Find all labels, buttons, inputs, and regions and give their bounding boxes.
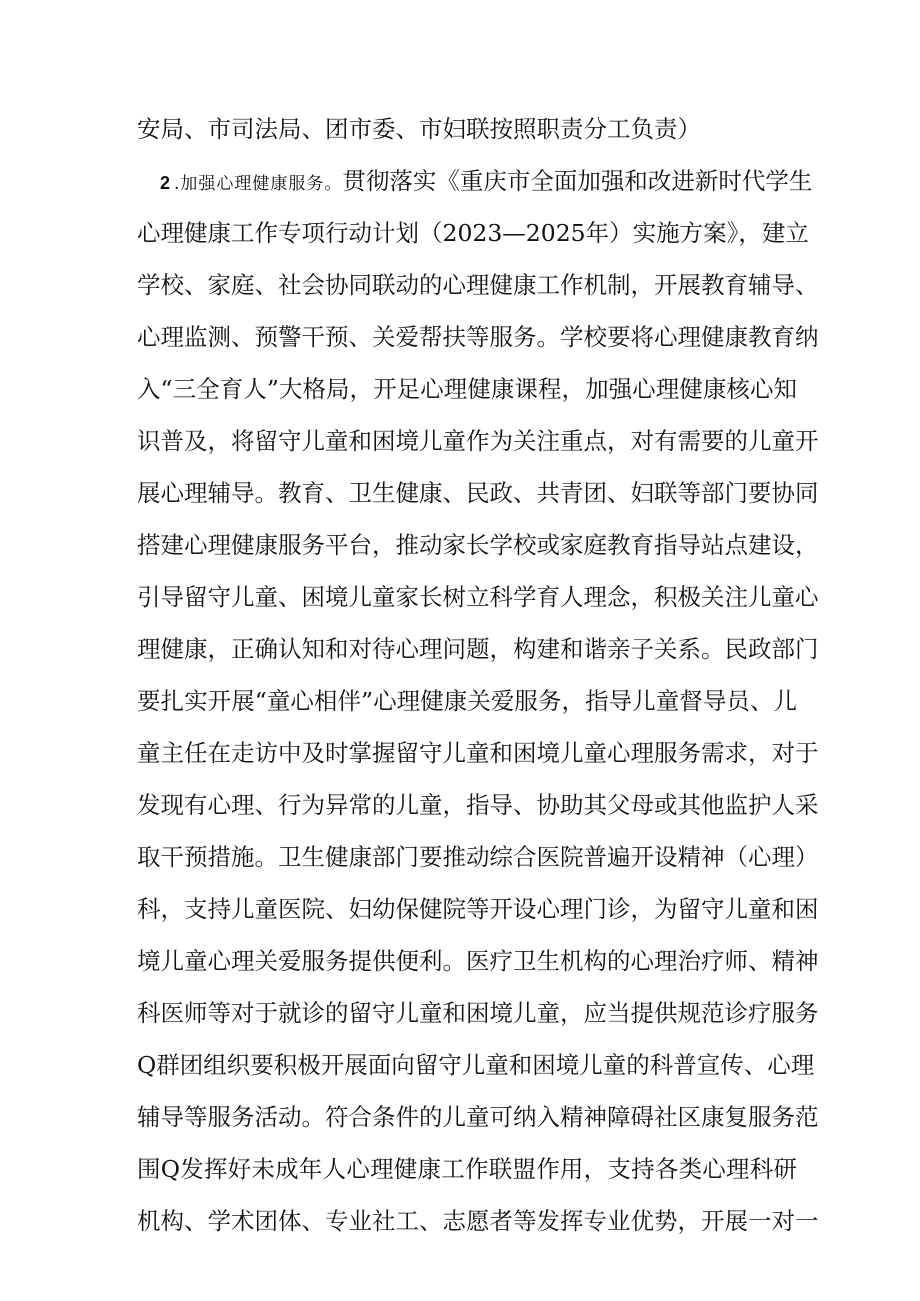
text-line: 学校、家庭、社会协同联动的心理健康工作机制，开展教育辅导、 bbox=[137, 271, 819, 299]
section-number: 2 bbox=[160, 173, 171, 193]
section-lead-text: 贯彻落实《重庆市全面加强和改进新时代学生 bbox=[342, 167, 813, 195]
text-line: 理健康，正确认知和对待心理问题，构建和谐亲子关系。民政部门 bbox=[137, 635, 819, 663]
section-title: .加强心理健康服务。 bbox=[174, 174, 343, 194]
text-line: 童主任在走访中及时掌握留守儿童和困境儿童心理服务需求，对于 bbox=[137, 739, 819, 767]
text-line: 围Q发挥好未成年人心理健康工作联盟作用，支持各类心理科研 bbox=[137, 1155, 797, 1183]
text-line: 入“三全育人”大格局，开足心理健康课程，加强心理健康核心知 bbox=[137, 375, 797, 403]
text-line: 搭建心理健康服务平台，推动家长学校或家庭教育指导站点建设， bbox=[137, 531, 819, 559]
text-line: 科，支持儿童医院、妇幼保健院等开设心理门诊，为留守儿童和困 bbox=[137, 895, 819, 923]
text-line: 心理健康工作专项行动计划（2023—2025年）实施方案》，建立 bbox=[137, 219, 809, 247]
text-line: 识普及，将留守儿童和困境儿童作为关注重点，对有需要的儿童开 bbox=[137, 427, 819, 455]
text-line: 安局、市司法局、团市委、市妇联按照职责分工负责） bbox=[137, 115, 701, 143]
text-line: 发现有心理、行为异常的儿童，指导、协助其父母或其他监护人采 bbox=[137, 791, 819, 819]
text-line: 要扎实开展“童心相伴”心理健康关爱服务，指导儿童督导员、儿 bbox=[137, 687, 797, 715]
text-line: 科医师等对于就诊的留守儿童和困境儿童，应当提供规范诊疗服务 bbox=[137, 999, 819, 1027]
section-heading-line bbox=[160, 155, 813, 207]
text-line: 辅导等服务活动。符合条件的儿童可纳入精神障碍社区康复服务范 bbox=[137, 1103, 819, 1131]
text-line: Q群团组织要积极开展面向留守儿童和困境儿童的科普宣传、心理 bbox=[137, 1051, 815, 1079]
text-line: 机构、学术团体、专业社工、志愿者等发挥专业优势，开展一对一 bbox=[137, 1207, 819, 1235]
text-line: 取干预措施。卫生健康部门要推动综合医院普遍开设精神（心理） bbox=[137, 843, 819, 871]
text-line: 引导留守儿童、困境儿童家长树立科学育人理念，积极关注儿童心 bbox=[137, 583, 819, 611]
text-line: 心理监测、预警干预、关爱帮扶等服务。学校要将心理健康教育纳 bbox=[137, 323, 819, 351]
text-line: 境儿童心理关爱服务提供便利。医疗卫生机构的心理治疗师、精神 bbox=[137, 947, 819, 975]
text-line: 展心理辅导。教育、卫生健康、民政、共青团、妇联等部门要协同 bbox=[137, 479, 819, 507]
